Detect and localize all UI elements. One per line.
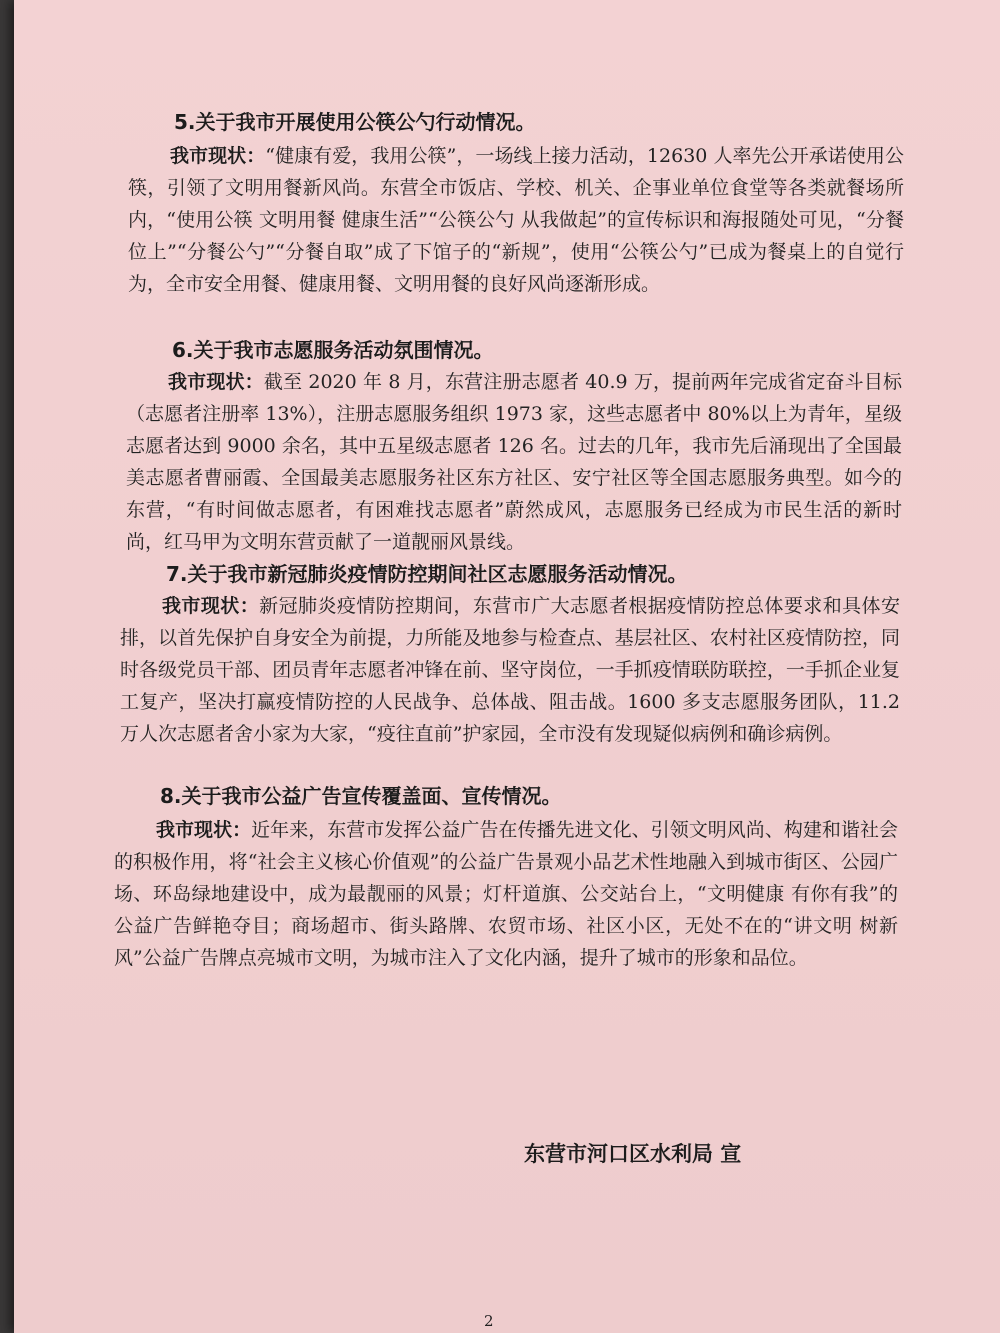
page-number: 2 bbox=[484, 1312, 494, 1330]
section-8-title: 8.关于我市公益广告宣传覆盖面、宣传情况。 bbox=[160, 784, 562, 808]
section-5-title: 5.关于我市开展使用公筷公勺行动情况。 bbox=[174, 110, 536, 134]
section-8-lead: 我市现状： bbox=[156, 819, 252, 841]
section-6-text: 截至 2020 年 8 月，东营注册志愿者 40.9 万，提前两年完成省定奋斗目标（志愿者注册率 13%），注册志愿服务组织 1973 家，这些志愿者中 80%以上为青年，星级志愿者达到 9000 余名，其中五星级志愿者 126 名。过去的几年，我市先后涌现出了全国最美志愿者曹丽霞、全国最美志愿服务社区东方社区、安宁社区等全国志愿服务典型。如今的东营，“有时间做志愿者，有困难找志愿者”蔚然成风，志愿服务已经成为市民生活的新时尚，红马甲为文明东营贡献了一道靓丽风景线。 bbox=[126, 371, 902, 553]
section-5-text: “健康有爱，我用公筷”，一场线上接力活动，12630 人率先公开承诺使用公筷，引领了文明用餐新风尚。东营全市饭店、学校、机关、企事业单位食堂等各类就餐场所内，“使用公筷 文明用餐 健康生活”“公筷公勺 从我做起”的宣传标识和海报随处可见，“分餐位上”“分餐公勺”“分餐自取”成了下馆子的“新规”，使用“公筷公勺”已成为餐桌上的自觉行为，全市安全用餐、健康用餐、文明用餐的良好风尚逐渐形成。 bbox=[128, 145, 904, 295]
document-page bbox=[14, 0, 1000, 1333]
section-5-lead: 我市现状： bbox=[170, 145, 266, 167]
section-7-title: 7.关于我市新冠肺炎疫情防控期间社区志愿服务活动情况。 bbox=[166, 562, 688, 586]
issuer-signature: 东营市河口区水利局 宣 bbox=[524, 1142, 742, 1166]
section-6-title: 6.关于我市志愿服务活动氛围情况。 bbox=[172, 338, 494, 362]
section-8-text: 近年来，东营市发挥公益广告在传播先进文化、引领文明风尚、构建和谐社会的积极作用，将“社会主义核心价值观”的公益广告景观小品艺术性地融入到城市街区、公园广场、环岛绿地建设中，成为最靓丽的风景；灯杆道旗、公交站台上，“文明健康 有你有我”的公益广告鲜艳夺目；商场超市、街头路牌、农贸市场、社区小区，无处不在的“讲文明 树新风”公益广告牌点亮城市文明，为城市注入了文化内涵，提升了城市的形象和品位。 bbox=[114, 819, 898, 969]
section-6-lead: 我市现状： bbox=[168, 371, 264, 393]
section-5-body bbox=[128, 140, 904, 300]
section-7-text: 新冠肺炎疫情防控期间，东营市广大志愿者根据疫情防控总体要求和具体安排，以首先保护自身安全为前提，力所能及地参与检查点、基层社区、农村社区疫情防控，同时各级党员干部、团员青年志愿者冲锋在前、坚守岗位，一手抓疫情联防联控，一手抓企业复工复产，坚决打赢疫情防控的人民战争、总体战、阻击战。1600 多支志愿服务团队，11.2 万人次志愿者舍小家为大家，“疫往直前”护家园，全市没有发现疑似病例和确诊病例。 bbox=[120, 595, 900, 745]
section-8-body bbox=[114, 814, 898, 974]
section-7-lead: 我市现状： bbox=[162, 595, 260, 617]
section-6-body bbox=[126, 366, 902, 558]
section-7-body bbox=[120, 590, 900, 750]
